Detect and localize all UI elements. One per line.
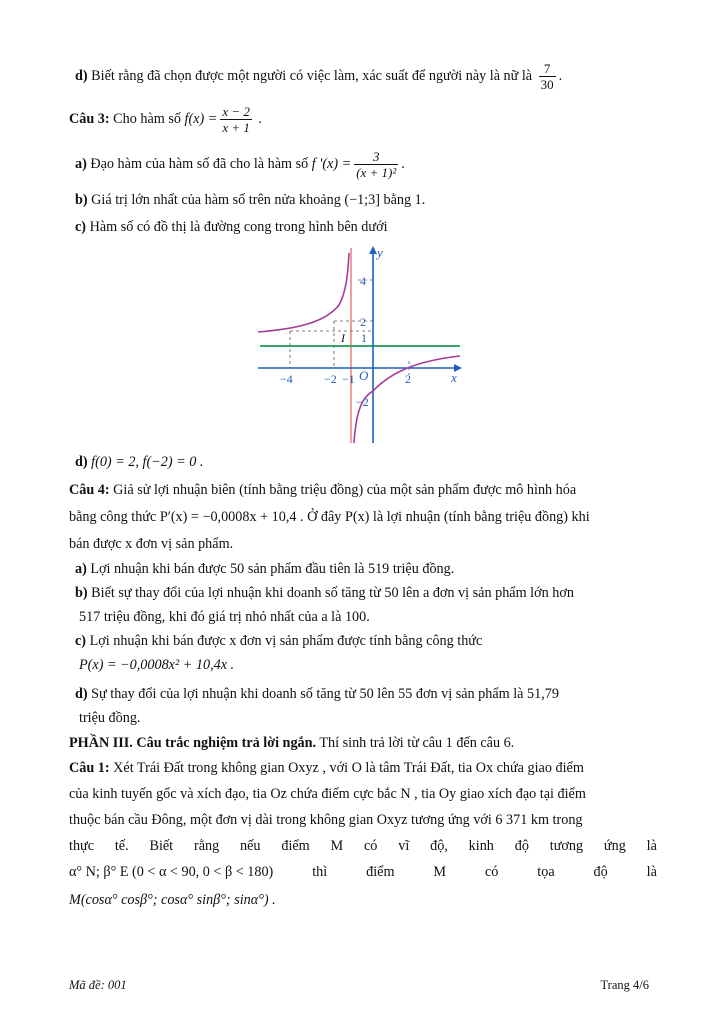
option-label: a) — [75, 155, 87, 172]
tick-y-minus2: −2 — [356, 395, 369, 409]
word: M — [330, 838, 344, 854]
option-text: Biết rằng đã chọn được một người có việc làm, xác suất để người này là nữ là — [91, 67, 533, 84]
q4-option-d — [75, 684, 657, 704]
word: ứng — [603, 838, 626, 854]
origin-label: O — [359, 368, 369, 383]
word: tế. — [114, 838, 129, 854]
option-label: c) — [75, 219, 87, 235]
y-axis-label: y — [377, 245, 383, 260]
option-label: d) — [75, 686, 88, 702]
function-graph — [255, 243, 465, 448]
q4-line3: bán được x đơn vị sản phẩm. — [69, 536, 234, 552]
option-label: b) — [75, 192, 88, 208]
word: nếu — [240, 838, 261, 854]
option-label: b) — [75, 585, 88, 601]
question-text: Giả sử lợi nhuận biên (tính bằng triệu đồng) của một sản phẩm được mô hình hóa — [113, 482, 577, 498]
derivative-fraction: $\frac{3}{\text{(x + 1)²}}$ — [356, 149, 397, 180]
derivative-lhs: f '(x) = — [311, 155, 352, 172]
option-text: Hàm số có đồ thị là đường cong trong hình bên dưới — [89, 219, 388, 235]
p3q1-line5 — [69, 862, 657, 882]
word: thực — [69, 838, 95, 854]
q4-option-c-formula: P(x) = −0,0008x² + 10,4x . — [79, 657, 235, 673]
q4-line1 — [69, 480, 657, 500]
word: độ — [593, 864, 608, 880]
guide-lines — [290, 280, 409, 375]
part-instruction: Thí sinh trả lời từ câu 1 đến câu 6. — [319, 735, 515, 751]
q3-option-c — [75, 217, 657, 237]
page-number: Trang 4/6 — [600, 978, 649, 992]
p3q1-line2: của kinh tuyến gốc và xích đạo, tia Oz chứa điểm cực bắc N , tia Oy giao xích đạo tại điểm — [69, 786, 586, 802]
p3q1-line4 — [69, 836, 657, 856]
q3-option-b — [75, 190, 657, 210]
interval: (−1;3] — [344, 192, 380, 208]
tick-x-2: 2 — [405, 372, 411, 386]
q4-line2: bằng công thức P′(x) = −0,0008x + 10,4 . Ở đây P(x) là lợi nhuận (tính bằng triệu đồng) khi — [69, 509, 590, 525]
q4-option-a — [75, 559, 657, 579]
word: vĩ — [398, 838, 410, 854]
option-label: d) — [75, 454, 88, 470]
curve-right-branch — [354, 356, 460, 443]
tick-y-1: 1 — [361, 331, 367, 345]
question-intro: Cho hàm số — [113, 110, 181, 127]
question-text: Xét Trái Đất trong không gian Oxyz , với O là tâm Trái Đất, tia Ox chứa giao điểm — [113, 760, 584, 776]
word: điểm — [281, 838, 310, 854]
option-text: Giá trị lớn nhất của hàm số trên nửa khoảng — [91, 192, 341, 208]
word: tương — [549, 838, 584, 854]
tick-x-minus2: −2 — [324, 372, 337, 386]
word: độ — [514, 838, 529, 854]
fraction: $\frac{7}{30}$ — [540, 61, 554, 92]
exam-code: Mã đề: 001 — [69, 978, 127, 992]
word: thì — [312, 864, 328, 880]
question-title: Câu 1: — [69, 760, 110, 776]
word: M — [433, 864, 447, 880]
option-label: d) — [75, 67, 88, 84]
option-text: Lợi nhuận khi bán được 50 sản phẩm đầu tiên là 519 triệu đồng. — [90, 561, 455, 577]
tick-x-minus4: −4 — [280, 372, 293, 386]
p3q1-line6: M(cosα° cosβ°; cosα° sinβ°; sinα°) . — [69, 892, 276, 908]
q3-option-d — [75, 452, 657, 472]
option-text: Biết sự thay đổi của lợi nhuận khi doanh số tăng từ 50 lên a đơn vị sản phẩm lớn hơn — [91, 585, 574, 601]
y-axis-arrow — [369, 246, 377, 254]
option-label: c) — [75, 633, 87, 649]
p3q1-line3: thuộc bán cầu Đông, một đơn vị dài trong không gian Oxyz tương ứng với 6 371 km trong — [69, 812, 583, 828]
question-title: Câu 3: — [69, 110, 110, 127]
q3-heading: Câu 3: Cho hàm số f(x) = $\frac{x - 2}{x + 1}$ . — [69, 104, 262, 135]
word: có — [484, 864, 499, 880]
option-text: Lợi nhuận khi bán được x đơn vị sản phẩm được tính bằng công thức — [89, 633, 483, 649]
word: là — [646, 838, 657, 854]
q3-option-a: a) Đạo hàm của hàm số đã cho là hàm số f '(x) = $\frac{3}{\text{(x + 1)²}}$ . — [75, 149, 405, 180]
function-fraction: $\frac{x - 2}{x + 1}$ — [222, 104, 250, 135]
word: rằng — [193, 838, 220, 854]
word: tọa — [537, 864, 555, 880]
option-text: f(0) = 2, f(−2) = 0 . — [91, 454, 204, 470]
option-tail: bằng 1. — [383, 192, 426, 208]
part3-heading — [69, 733, 657, 753]
word: độ, — [430, 838, 448, 854]
q4-option-d-cont: triệu đồng. — [79, 710, 141, 726]
part-title: PHẦN III. Câu trắc nghiệm trả lời ngắn. — [69, 735, 317, 751]
x-axis-label: x — [451, 370, 457, 385]
q2-option-d: d) Biết rằng đã chọn được một người có việc làm, xác suất để người này là nữ là $\frac{7}{30}$ . — [75, 61, 563, 92]
word: α° N; β° E (0 < α < 90, 0 < β < 180) — [69, 864, 274, 880]
option-text: Sự thay đổi của lợi nhuận khi doanh số tăng từ 50 lên 55 đơn vị sản phẩm là 51,79 — [91, 686, 559, 702]
q4-option-c — [75, 631, 657, 651]
word: kinh — [468, 838, 494, 854]
tick-x-minus1: −1 — [342, 372, 355, 386]
p3q1-line1 — [69, 758, 657, 778]
tick-y-4: 4 — [360, 274, 366, 288]
question-title: Câu 4: — [69, 482, 110, 498]
option-label: a) — [75, 561, 87, 577]
word: Biết — [149, 838, 174, 854]
asymptote-label: I — [341, 331, 345, 345]
tick-y-2: 2 — [360, 315, 366, 329]
option-text: Đạo hàm của hàm số đã cho là hàm số — [90, 155, 309, 172]
word: có — [364, 838, 378, 854]
curve-left-branch — [258, 253, 349, 332]
q4-option-b-cont: 517 triệu đồng, khi đó giá trị nhỏ nhất của a là 100. — [79, 609, 370, 625]
function-lhs: f(x) = — [184, 110, 218, 127]
q4-option-b — [75, 583, 657, 603]
word: là — [646, 864, 657, 880]
word: điểm — [366, 864, 395, 880]
